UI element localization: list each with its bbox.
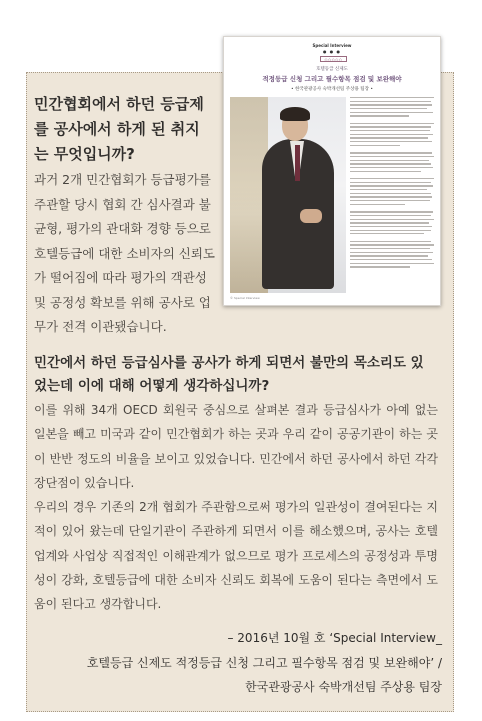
magazine-text-line: [350, 230, 431, 231]
magazine-text-line: [350, 130, 430, 131]
magazine-page-thumbnail: [223, 36, 441, 306]
magazine-text-line: [350, 156, 434, 157]
magazine-text-line: [350, 219, 434, 220]
magazine-text-line: [350, 204, 405, 205]
magazine-text-line: [350, 266, 410, 267]
person-hair: [280, 107, 310, 121]
magazine-text-line: [350, 104, 432, 105]
magazine-text-line: [350, 152, 432, 153]
magazine-text-line: [350, 200, 430, 201]
magazine-text-line: [350, 97, 434, 98]
magazine-kicker: Special Interview: [312, 43, 352, 48]
magazine-title: 적정등급 신청 그리고 필수항목 점검 및 보완해야: [262, 75, 402, 83]
answer-1: 과거 2개 민간협회가 등급평가를 주관할 당시 협회 간 심사결과 불균형, 평가의 관대화 경향 등으로 호텔등급에 대한 소비자의 신뢰도가 떨어짐에 따라 평가의 객관성 및 공정성 확보를 위해 공사로 업무가 전격 이관됐습니다.: [34, 172, 215, 334]
magazine-text-line: [350, 137, 428, 138]
magazine-text-line: [350, 252, 433, 253]
magazine-text-line: [350, 222, 429, 223]
magazine-text-line: [350, 185, 433, 186]
magazine-text-line: [350, 226, 432, 227]
magazine-subtitle: 호텔등급 신제도: [316, 67, 348, 72]
magazine-text-line: [350, 259, 432, 260]
question-2: 민간에서 하던 등급심사를 공사가 하게 되면서 불만의 목소리도 있었는데 이에 대해 어떻게 생각하십니까?: [34, 355, 424, 394]
interviewee-photo: [230, 97, 346, 293]
magazine-text-line: [350, 108, 427, 109]
person-hand: [300, 209, 322, 223]
magazine-text-line: [350, 123, 434, 124]
answer-2: [34, 398, 438, 617]
magazine-text-line: [350, 115, 409, 116]
magazine-text-line: [350, 241, 431, 242]
photo-caption: © Special Interview: [230, 296, 260, 300]
magazine-text-line: [350, 112, 433, 113]
magazine-text-line: [350, 189, 427, 190]
magazine-text-line: [350, 211, 433, 212]
magazine-text-line: [350, 263, 434, 264]
credit-line-3: 한국관광공사 숙박개선팀 주상용 팀장: [245, 680, 442, 694]
person-tie: [295, 145, 300, 181]
magazine-text-line: [350, 178, 434, 179]
magazine-text-line: [350, 160, 429, 161]
magazine-text-line: [350, 196, 432, 197]
magazine-text-line: [350, 134, 433, 135]
credit-line-1: – 2016년 10월 호 ‘Special Interview_: [227, 631, 442, 645]
magazine-text-line: [350, 255, 428, 256]
answer-2-paragraph-2: 우리의 경우 기존의 2개 협회가 주관함으로써 평가의 일관성이 결여된다는 지적이 있어 왔는데 단일기관이 주관하게 되면서 이를 해소했으며, 공사는 호텔업계와 사업상 직접적인 이해관계가 없으므로 평가 프로세스의 공정성과 투명성이 강화, 호텔등급에 대한 소비자 신뢰도 회복에 도움이 된다는 측면에서 도움이 된다고 생각합니다.: [34, 500, 438, 612]
magazine-text-line: [350, 167, 433, 168]
magazine-text-line: [350, 145, 400, 146]
magazine-text-line: [350, 182, 431, 183]
magazine-dots: ● ● ●: [322, 49, 341, 54]
magazine-text-line: [350, 193, 431, 194]
magazine-text-line: [350, 126, 431, 127]
magazine-text-line: [350, 171, 421, 172]
question-1: 민간협회에서 하던 등급제를 공사에서 하게 된 취지는 무엇입니까?: [34, 95, 204, 163]
magazine-interviewee: • 한국관광공사 숙박개선팀 주상용 팀장 •: [290, 87, 373, 92]
magazine-badge: ◇◇◇◇◇: [320, 56, 347, 62]
magazine-text-line: [350, 215, 431, 216]
magazine-text-line: [350, 244, 434, 245]
magazine-body-text: [350, 97, 434, 287]
magazine-text-line: [350, 141, 432, 142]
magazine-text-line: [350, 163, 431, 164]
credit-line-2: 호텔등급 신제도 적정등급 신청 그리고 필수항목 점검 및 보완해야’ /: [86, 655, 442, 670]
source-credit: [42, 626, 442, 700]
magazine-text-line: [350, 248, 430, 249]
answer-2-paragraph-1: 이를 위해 34개 OECD 회원국 중심으로 살펴본 결과 등급심사가 아예 없는 일본을 빼고 미국과 같이 민간협회가 하는 곳과 우리 같이 공공기관이 하는 곳이 반반 정도의 비율을 보이고 있었습니다. 민간에서 하던 공사에서 하던 각각 장단점이 있습니다.: [34, 403, 438, 490]
magazine-text-line: [350, 233, 424, 234]
magazine-text-line: [350, 101, 431, 102]
